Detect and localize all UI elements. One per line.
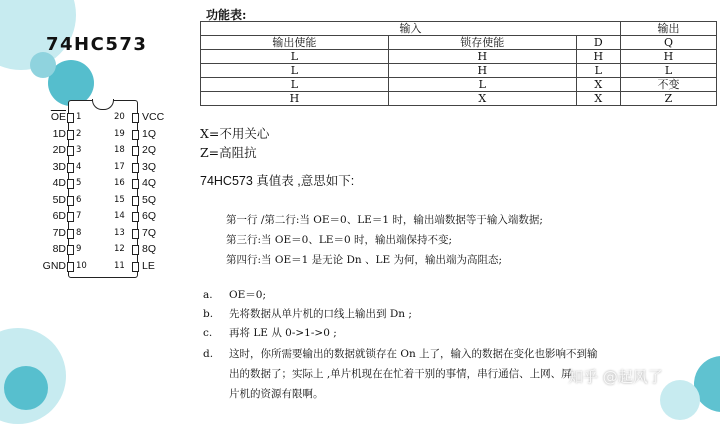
table-cell: L [201,78,389,92]
pin-number: 17 [114,161,125,172]
pin-number: 8 [76,227,82,238]
pin-name: VCC [142,111,165,123]
table-cell: L [576,64,620,78]
truth-table-title: 74HC573 真值表 ,意思如下: [200,174,355,188]
pin-name: 3D [52,160,66,173]
pin-lead [67,113,74,123]
pin-name: 8D [52,243,66,255]
table-cell: L [388,78,576,92]
step-text: 这时，你所需要输出的数据就锁存在 On 上了，输入的数据在变化也影响不到输 [229,348,598,360]
decor-circle-right-light [660,380,700,420]
pin-name: GND [42,259,66,272]
table-cell: H [388,64,576,78]
pin-number: 2 [76,128,82,139]
pin-number: 6 [76,194,82,205]
pin-lead [67,262,74,272]
table-row [201,78,717,92]
pin-lead [67,229,74,239]
decor-circle-bottom-teal [4,366,48,410]
table-cell: Z [620,92,716,106]
step-marker: d. [203,348,214,360]
pin-row [32,127,182,142]
pin-lead [132,196,139,206]
table-cell: 不变 [620,78,716,92]
table-row [201,64,717,78]
pin-number: 20 [114,112,125,122]
pin-name: 6D [52,210,66,222]
table-cell: L [201,50,389,64]
table-header-row [201,36,717,50]
step-marker: b. [203,308,214,320]
pin-row [32,110,182,125]
pin-name: 7Q [142,226,157,239]
table-cell: X [576,78,620,92]
group-output-header: 输出 [620,22,716,36]
decor-circle-small [30,52,56,78]
pin-lead [67,196,74,206]
pin-row [32,209,182,224]
pin-name: 5Q [142,193,157,206]
pin-name: 4D [52,177,66,189]
step-continuation: 片机的资源有限啊。 [229,388,324,400]
explanation-line: 第三行:当 OE＝0、LE＝0 时，输出端保持不变; [226,234,453,246]
pin-lead [132,245,139,255]
pin-lead [67,130,74,140]
pin-lead [67,245,74,255]
chip-title: 74HC573 [46,34,148,55]
pin-number: 13 [114,227,125,238]
pin-number: 4 [76,161,82,172]
pin-number: 5 [76,178,82,188]
step-marker: a. [203,289,213,301]
step-marker: c. [203,327,213,339]
step-text: 再将 LE 从 0->1->0 ; [229,327,337,339]
pin-number: 7 [76,211,82,221]
column-header: 输出使能 [201,36,389,50]
pin-number: 3 [76,145,82,155]
step-text: OE＝0; [229,289,266,301]
pin-number: 15 [114,194,125,205]
table-row [201,50,717,64]
chip-pinout-diagram [32,100,182,278]
table-cell: H [620,50,716,64]
pin-number: 11 [114,260,125,271]
pin-row [32,226,182,241]
table-row [201,92,717,106]
table-cell: H [576,50,620,64]
table-cell: X [576,92,620,106]
step-text: 先将数据从单片机的口线上输出到 Dn ; [229,308,412,320]
step-continuation: 出的数据了；实际上 ,单片机现在在忙着干别的事情，串行通信、上网、屏 [229,368,572,380]
pin-number: 10 [76,260,87,271]
pin-name: 8Q [142,243,157,255]
step-item [203,325,337,340]
pin-lead [132,262,139,272]
pin-name: 2Q [142,144,157,156]
table-cell: L [620,64,716,78]
pin-lead [132,229,139,239]
legend-z: Z=高阻抗 [200,145,257,160]
explanation-line: 第四行:当 OE＝1 是无论 Dn 、LE 为何，输出端为高阻态; [226,254,503,266]
pin-lead [67,179,74,189]
pin-lead [132,163,139,173]
pin-number: 14 [114,211,125,221]
column-header: 锁存使能 [388,36,576,50]
table-cell: X [388,92,576,106]
pin-name: $\overline{OE}$ [50,111,66,123]
explanation-line: 第一行 /第二行:当 OE＝0、LE＝1 时，输出端数据等于输入端数据; [226,214,543,226]
table-group-row [201,22,717,36]
pin-number: 9 [76,244,82,254]
table-cell: H [201,92,389,106]
step-item [203,287,266,302]
pin-name: 6Q [142,210,157,222]
pin-row [32,193,182,208]
pin-lead [132,113,139,123]
pin-row [32,242,182,257]
table-cell: L [201,64,389,78]
group-input-header: 输入 [201,22,621,36]
pin-number: 18 [114,145,125,155]
watermark: 知乎 @起风了 [568,368,663,386]
pin-number: 12 [114,244,125,254]
pin-lead [67,163,74,173]
pin-row [32,259,182,274]
pin-row [32,176,182,191]
function-table [200,21,717,106]
pin-row [32,160,182,175]
pin-name: 3Q [142,160,157,173]
pin-name: 2D [52,144,66,156]
table-cell: H [388,50,576,64]
pin-name: 1Q [142,127,157,140]
column-header: D [576,36,620,50]
pin-name: 5D [52,193,66,206]
pin-number: 16 [114,178,125,188]
pin-name: LE [142,259,155,272]
function-table-title: 功能表: [206,8,247,22]
pin-name: 1D [52,127,66,140]
pin-lead [132,146,139,156]
pin-lead [67,146,74,156]
pin-name: 4Q [142,177,157,189]
column-header: Q [620,36,716,50]
pin-name: 7D [52,226,66,239]
pin-number: 1 [76,112,82,122]
pin-lead [132,212,139,222]
pin-lead [132,130,139,140]
pin-lead [67,212,74,222]
step-item [203,346,598,361]
pin-row [32,143,182,158]
step-item [203,306,412,321]
pin-lead [132,179,139,189]
legend-x: X=不用关心 [200,126,270,141]
pin-number: 19 [114,128,125,139]
